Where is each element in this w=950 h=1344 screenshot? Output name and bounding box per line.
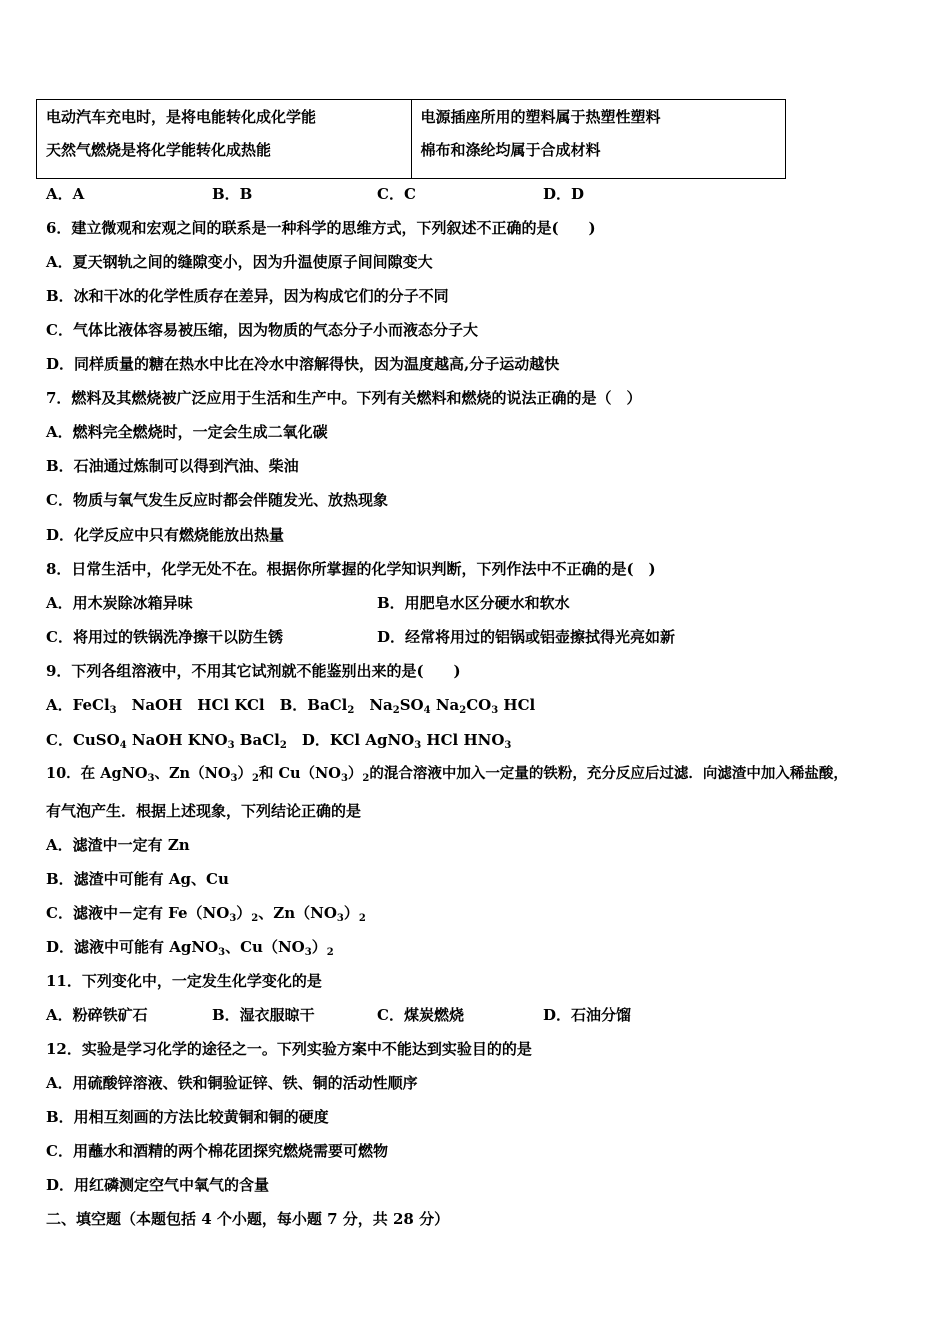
q12-stem: 12．实验是学习化学的途径之一。下列实验方案中不能达到实验目的的是 — [46, 1040, 532, 1058]
q8-option-b[interactable]: B．用肥皂水区分硬水和软水 — [377, 594, 570, 612]
q12-option-b[interactable]: B．用相互刻画的方法比较黄铜和铜的硬度 — [46, 1108, 329, 1126]
q6-option-a[interactable]: A．夏天钢轨之间的缝隙变小，因为升温使原子间间隙变大 — [46, 253, 433, 271]
q9-stem: 9．下列各组溶液中，不用其它试剂就不能鉴别出来的是( ) — [46, 662, 461, 680]
subscript: 2 — [326, 947, 334, 958]
formula-text: CuSO — [72, 731, 120, 749]
subscript: 3 — [336, 913, 344, 924]
q10-text: 、Zn（NO — [154, 765, 231, 782]
q10-text: 的混合溶液中加入一定量的铁粉，充分反应后过滤．向滤渣中加入稀盐酸， — [369, 765, 848, 782]
formula-text: NaOH KNO — [126, 731, 228, 749]
formula-text: KCl AgNO — [329, 731, 415, 749]
subscript: 3 — [491, 705, 499, 716]
table-left-cell — [37, 100, 411, 178]
q9-option-a-label: A． — [46, 696, 73, 714]
q9-option-c[interactable] — [46, 731, 287, 749]
q10-text: C．滤液中－定有 Fe（NO — [46, 904, 230, 922]
q10-text: ） — [236, 904, 252, 922]
formula-text: HCl HNO — [421, 731, 505, 749]
table-left-line-2: 天然气燃烧是将化学能转化成热能 — [46, 141, 272, 159]
q6-option-d[interactable]: D．同样质量的糖在热水中比在冷水中溶解得快，因为温度越高,分子运动越快 — [46, 355, 560, 373]
formula-text: BaCl — [234, 731, 280, 749]
subscript: 3 — [218, 947, 226, 958]
subscript: 3 — [147, 773, 155, 784]
q11-option-d[interactable]: D．石油分馏 — [543, 1006, 632, 1024]
q9-options-row-2 — [46, 730, 511, 750]
q9-option-c-label: C． — [46, 731, 73, 749]
subscript: 2 — [358, 913, 366, 924]
formula-text: BaCl — [307, 696, 348, 714]
q9-option-d[interactable] — [287, 731, 512, 749]
q6-stem: 6．建立微观和宏观之间的联系是一种科学的思维方式，下列叙述不正确的是( ) — [46, 219, 596, 237]
table-right-line-2: 棉布和涤纶均属于合成材料 — [420, 141, 601, 159]
q7-stem: 7．燃料及其燃烧被广泛应用于生活和生产中。下列有关燃料和燃烧的说法正确的是（ ） — [46, 389, 642, 407]
q10-text: ） — [347, 765, 363, 782]
q11-stem: 11．下列变化中，一定发生化学变化的是 — [46, 972, 322, 990]
subscript: 2 — [362, 773, 370, 784]
q8-stem: 8．日常生活中，化学无处不在。根据你所掌握的化学知识判断，下列作法中不正确的是( ) — [46, 560, 656, 578]
q10-stem-line-1 — [46, 764, 848, 786]
subscript: 2 — [279, 740, 287, 751]
q11-option-a[interactable]: A．粉碎铁矿石 — [46, 1006, 148, 1024]
q5-option-d[interactable]: D．D — [543, 185, 585, 203]
q10-text: 、Zn（NO — [258, 904, 337, 922]
q10-text: 、Cu（NO — [225, 938, 305, 956]
q10-text: 10．在 AgNO — [46, 765, 148, 782]
q5-option-b[interactable]: B．B — [212, 185, 253, 203]
subscript: 2 — [392, 705, 400, 716]
q10-text: 和 Cu（NO — [258, 765, 341, 782]
subscript: 3 — [504, 740, 512, 751]
subscript: 3 — [340, 773, 348, 784]
formula-text: FeCl — [72, 696, 110, 714]
q5-option-c[interactable]: C．C — [377, 185, 416, 203]
comparison-table — [36, 99, 786, 179]
q10-text: ） — [237, 765, 252, 782]
q10-text: ） — [311, 938, 327, 956]
formula-text: CO — [466, 696, 492, 714]
q9-option-d-label: D． — [286, 731, 330, 749]
subscript: 2 — [347, 705, 355, 716]
q8-option-a[interactable]: A．用木炭除冰箱异味 — [46, 594, 193, 612]
q7-option-d[interactable]: D．化学反应中只有燃烧能放出热量 — [46, 526, 285, 544]
q8-option-c[interactable]: C．将用过的铁锅洗净擦干以防生锈 — [46, 628, 283, 646]
q12-option-c[interactable]: C．用蘸水和酒精的两个棉花团探究燃烧需要可燃物 — [46, 1142, 388, 1160]
q10-text: ） — [343, 904, 359, 922]
q10-option-c[interactable] — [46, 903, 366, 926]
table-right-cell — [411, 100, 786, 178]
q7-option-b[interactable]: B．石油通过炼制可以得到汽油、柴油 — [46, 457, 299, 475]
q7-option-a[interactable]: A．燃料完全燃烧时，一定会生成二氧化碳 — [46, 423, 328, 441]
q9-option-b-label: B． — [264, 696, 308, 714]
q10-stem-line-2: 有气泡产生．根据上述现象，下列结论正确的是 — [46, 802, 362, 820]
q9-option-a[interactable] — [46, 696, 265, 714]
subscript: 2 — [459, 705, 467, 716]
table-right-line-1: 电源插座所用的塑料属于热塑性塑料 — [420, 108, 661, 126]
formula-text: SO — [399, 696, 424, 714]
formula-text: Na — [430, 696, 460, 714]
subscript: 4 — [119, 740, 127, 751]
q10-option-a[interactable]: A．滤渣中一定有 Zn — [46, 836, 190, 854]
section-2-heading: 二、填空题（本题包括 4 个小题，每小题 7 分，共 28 分） — [46, 1210, 450, 1228]
q12-option-a[interactable]: A．用硫酸锌溶液、铁和铜验证锌、铁、铜的活动性顺序 — [46, 1074, 418, 1092]
q9-option-b[interactable] — [265, 696, 536, 714]
q7-option-c[interactable]: C．物质与氧气发生反应时都会伴随发光、放热现象 — [46, 491, 388, 509]
q11-option-c[interactable]: C．煤炭燃烧 — [377, 1006, 464, 1024]
subscript: 3 — [109, 705, 117, 716]
subscript: 2 — [251, 913, 259, 924]
subscript: 3 — [227, 740, 235, 751]
q10-option-d[interactable] — [46, 937, 334, 960]
q12-option-d[interactable]: D．用红磷测定空气中氧气的含量 — [46, 1176, 270, 1194]
formula-text: NaOH HCl KCl — [116, 696, 265, 714]
subscript: 3 — [229, 913, 237, 924]
q10-text: D．滤液中可能有 AgNO — [46, 938, 219, 956]
formula-text: HCl — [498, 696, 536, 714]
q6-option-b[interactable]: B．冰和干冰的化学性质存在差异，因为构成它们的分子不同 — [46, 287, 449, 305]
q6-option-c[interactable]: C．气体比液体容易被压缩，因为物质的气态分子小而液态分子大 — [46, 321, 478, 339]
q9-options-row-1 — [46, 695, 535, 715]
subscript: 3 — [304, 947, 312, 958]
q5-option-a[interactable]: A．A — [46, 185, 85, 203]
q10-option-b[interactable]: B．滤渣中可能有 Ag、Cu — [46, 870, 229, 888]
q8-option-d[interactable]: D．经常将用过的铝锅或铝壶擦拭得光亮如新 — [377, 628, 676, 646]
subscript: 4 — [423, 705, 431, 716]
subscript: 2 — [251, 773, 259, 784]
table-left-line-1: 电动汽车充电时，是将电能转化成化学能 — [46, 108, 317, 126]
subscript: 3 — [230, 773, 238, 784]
subscript: 3 — [414, 740, 422, 751]
formula-text: Na — [354, 696, 393, 714]
q11-option-b[interactable]: B．湿衣服晾干 — [212, 1006, 315, 1024]
